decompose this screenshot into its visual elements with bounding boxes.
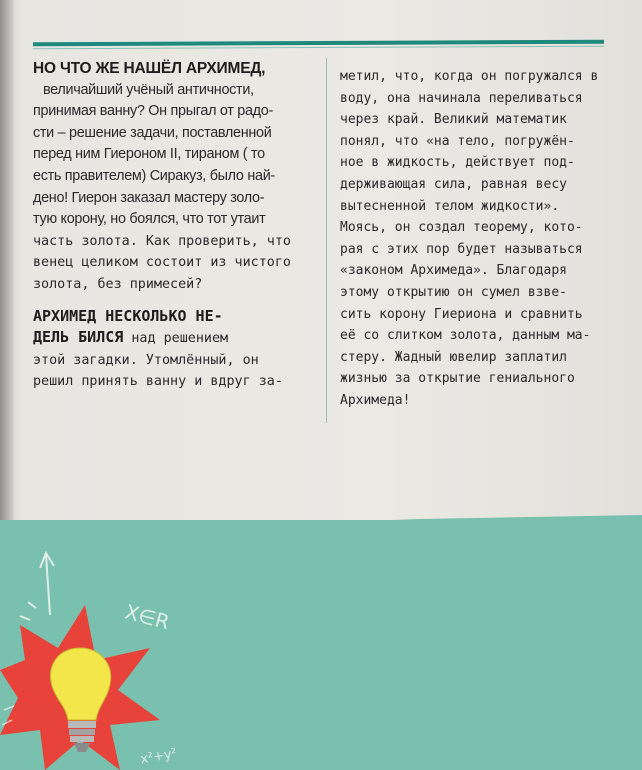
paragraph-line: есть правителем) Сиракуз, было най- <box>33 167 275 184</box>
paragraph-line: часть золота. Как проверить, что <box>33 233 291 249</box>
paragraph-line: жизнью за открытие гениального <box>340 371 575 387</box>
section-heading-2: АРХИМЕД НЕСКОЛЬКО НЕ- <box>33 306 223 325</box>
heading-2-rest: над решением <box>123 331 229 347</box>
heading-2-bold: ДЕЛЬ БИЛСЯ <box>33 328 124 347</box>
paragraph-line: понял, что «на тело, погружён- <box>340 133 575 149</box>
paragraph-line: сить корону Гиериона и сравнить <box>340 306 583 322</box>
section-heading: НО ЧТО ЖЕ НАШЁЛ АРХИМЕД, <box>33 60 266 77</box>
paragraph-line: воду, она начинала переливаться <box>340 90 583 106</box>
paragraph-line: перед ним Гиероном II, тираном ( то <box>33 146 265 163</box>
left-column <box>33 58 323 393</box>
paragraph-line: сти – решение задачи, поставленной <box>33 124 272 141</box>
paragraph-line: этому открытию он сумел взве- <box>340 284 567 300</box>
column-divider <box>326 58 327 423</box>
formula-2-text: x²+y² <box>139 746 179 768</box>
paragraph-line: этой загадки. Утомлённый, он <box>33 352 259 368</box>
formula-text: X∈R <box>122 599 173 635</box>
paragraph-line: вытесненной телом жидкости». <box>340 198 560 214</box>
paragraph-line: решил принять ванну и вдруг за- <box>33 374 283 390</box>
paragraph-line: тую корону, но боялся, что тот утаит <box>33 211 266 228</box>
paragraph-line: венец целиком состоит из чистого <box>33 255 291 271</box>
right-column <box>340 66 620 412</box>
paragraph-line: метил, что, когда он погружался в <box>340 69 599 84</box>
chalk-arrow-icon <box>20 553 54 620</box>
paragraph-line <box>33 327 323 350</box>
paragraph-line: держивающая сила, равная весу <box>340 176 567 192</box>
paragraph-line: Архимеда! <box>340 392 411 408</box>
paragraph-line: ное в жидкость, действует под- <box>340 155 575 171</box>
illustration <box>0 520 300 770</box>
paragraph-gap <box>33 296 323 306</box>
paragraph-line: величайший учёный античности, <box>43 81 254 98</box>
paragraph-line: дено! Гиерон заказал мастеру золо- <box>33 189 265 206</box>
paragraph-line: Моясь, он создал теорему, кото- <box>340 220 583 236</box>
paragraph-line: золота, без примесей? <box>33 276 203 292</box>
paragraph-line: её со слитком золота, данным ма- <box>340 328 591 344</box>
paragraph-line: принимая ванну? Он прыгал от радо- <box>33 103 273 120</box>
paragraph-line: стеру. Жадный ювелир заплатил <box>340 349 567 365</box>
paragraph-line: «законом Архимеда». Благодаря <box>340 263 567 279</box>
paragraph-line: рая с этих пор будет называться <box>340 241 583 257</box>
paragraph-line: через край. Великий математик <box>340 112 567 128</box>
